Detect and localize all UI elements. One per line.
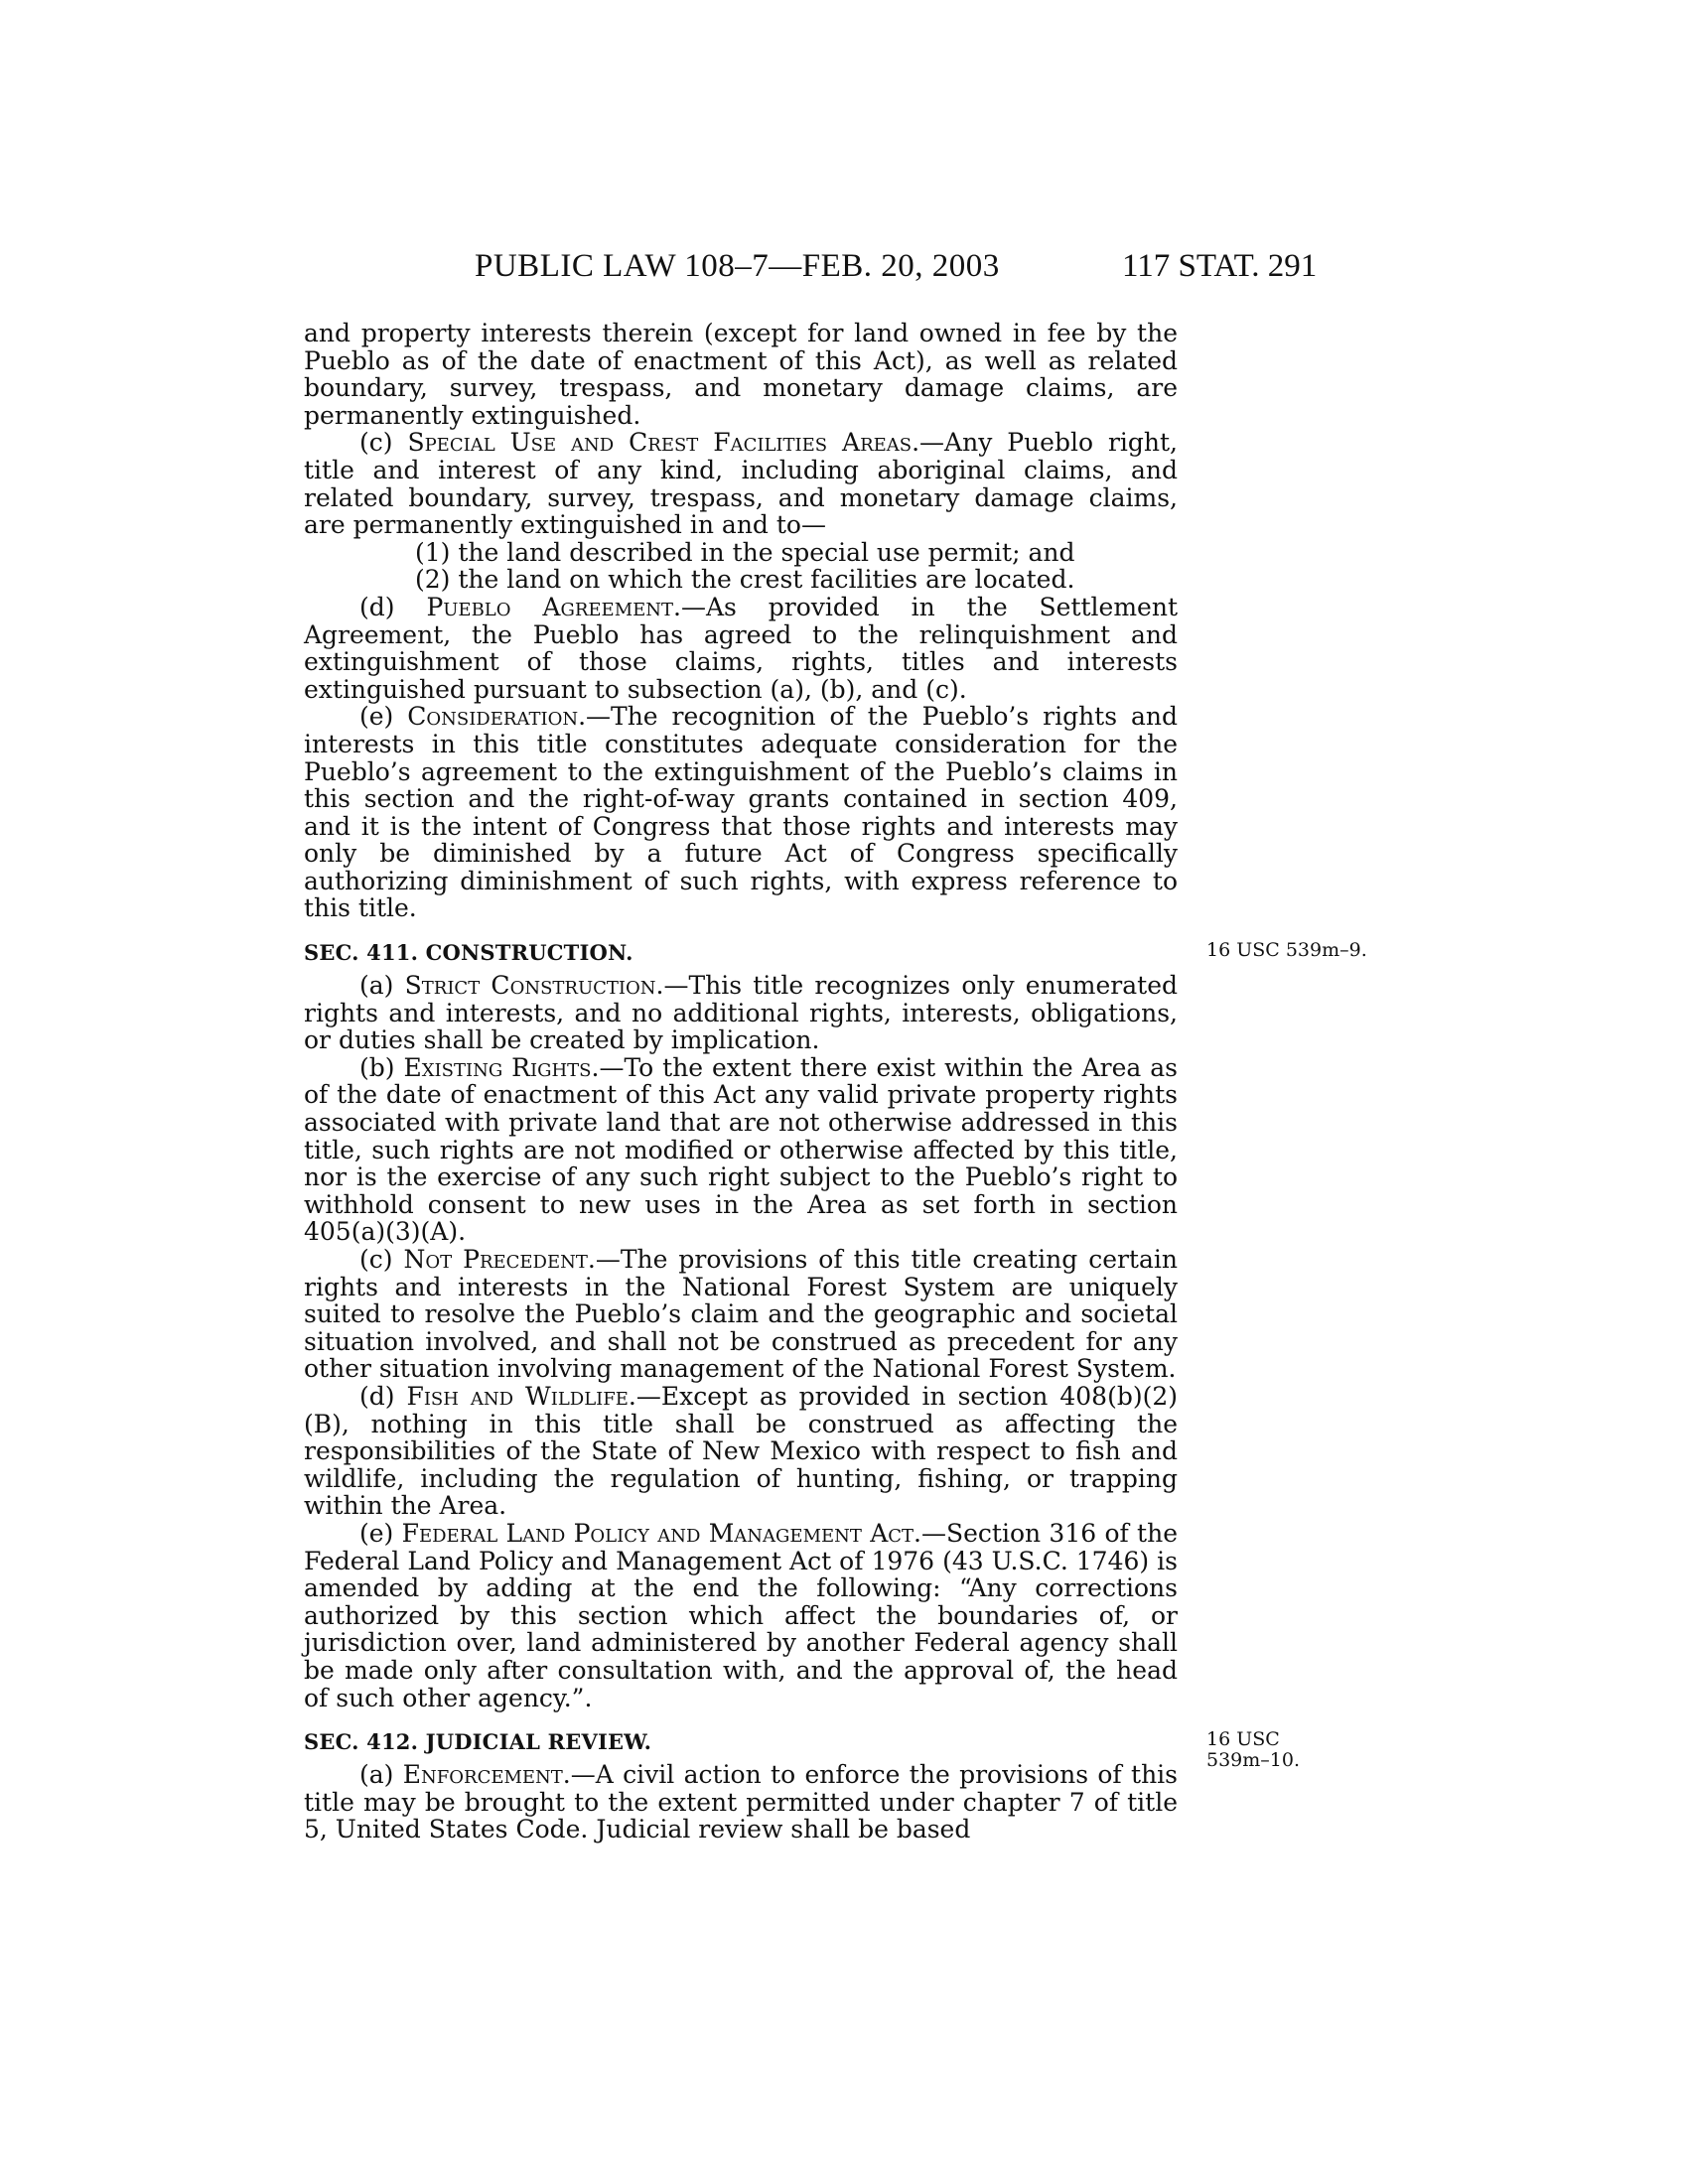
sec411-subsection-c: (c) Not Precedent.—The provisions of this title creating certain rights and interests in the National Forest System are uniquely suited to resolve the Pueblo’s claim and the geographic and societal situation involved, and shall not be construed as precedent for any other situation involving management of the National Forest System.	[304, 1245, 1178, 1384]
sec411-subsection-e: (e) Federal Land Policy and Management Act.—Section 316 of the Federal Land Policy and Management Act of 1976 (43 U.S.C. 1746) is amended by adding at the end the following: “Any corrections authorized by this section which affect the boundaries of, or jurisdiction over, land administered by another Federal agency shall be made only after consultation with, and the approval of, the head of such other agency.”.	[304, 1518, 1179, 1712]
subsection-d: (d) Pueblo Agreement.—As provided in the Settlement Agreement, the Pueblo has agreed to the relinquishment and extinguishment of those claims, rights, titles and interests extinguished pursuant to subsection (a), (b), and (c).	[304, 592, 1178, 704]
margin-citation-411: 16 USC 539m–9.	[1206, 939, 1367, 962]
section-412-heading: SEC. 412. JUDICIAL REVIEW. 16 USC 539m–10.	[304, 1728, 1178, 1755]
subsection-e: (e) Consideration.—The recognition of the Pueblo’s rights and interests in this title constitutes adequate consideration for the Pueblo’s agreement to the extinguishment of the Pueblo’s claims in this section and the right-of-way grants contained in section 409, and it is the intent of Congress that those rights and interests may only be diminished by a future Act of Congress specifically authorizing diminishment of such rights, with express reference to this title.	[304, 702, 1178, 923]
sec411-subsection-a: (a) Strict Construction.—This title recognizes only enumerated rights and interests, and no additional rights, interests, obligations, or duties shall be created by implication.	[304, 971, 1179, 1055]
sec412-subsection-a: (a) Enforcement.—A civil action to enforce the provisions of this title may be brought to the extent permitted under chapter 7 of title 5, United States Code. Judicial review shall be based	[304, 1760, 1178, 1844]
paragraph-c-1: (1) the land described in the special use permit; and	[415, 537, 1075, 567]
running-header-stat-page: 117 STAT. 291	[1122, 248, 1318, 284]
subsection-heading: Not Precedent.	[403, 1245, 596, 1274]
subsection-heading: Pueblo Agreement.	[426, 592, 681, 621]
sec411-subsection-b: (b) Existing Rights.—To the extent there exist within the Area as of the date of enactment of this Act any valid private property rights associated with private land that are not otherwise addressed in this title, such rights are not modified or otherwise affected by this title, nor is the exercise of any such right subject to the Pueblo’s right to withhold consent to new uses in the Area as set forth in section 405(a)(3)(A).	[304, 1052, 1178, 1247]
subsection-c: (c) Special Use and Crest Facilities Areas.—Any Pueblo right, title and interest of any kind, including aboriginal claims, and related boundary, survey, trespass, and monetary damage claims, are permanently extinguished in and to—	[304, 428, 1178, 540]
paragraph-c-2: (2) the land on which the crest facilities are located.	[415, 565, 1075, 595]
subsection-heading: Enforcement.	[402, 1760, 571, 1790]
document-body	[304, 319, 1367, 1844]
sec411-subsection-d: (d) Fish and Wildlife.—Except as provided in section 408(b)(2)(B), nothing in this title shall be construed as affecting the responsibilities of the State of New Mexico with respect to fish and wildlife, including the regulation of hunting, fishing, or trapping within the Area.	[304, 1381, 1178, 1521]
running-header-title: PUBLIC LAW 108–7—FEB. 20, 2003	[475, 248, 1000, 284]
continued-paragraph: and property interests therein (except for land owned in fee by the Pueblo as of the date of enactment of this Act), as well as related boundary, survey, trespass, and monetary damage claims, are permanently extinguished.	[304, 319, 1178, 430]
subsection-heading: Special Use and Crest Facilities Areas.	[407, 428, 920, 458]
subsection-heading: Strict Construction.	[404, 971, 664, 1001]
subsection-heading: Existing Rights.	[403, 1052, 600, 1082]
subsection-heading: Consideration.	[407, 702, 587, 732]
section-411-heading: SEC. 411. CONSTRUCTION. 16 USC 539m–9.	[304, 939, 1178, 966]
subsection-heading: Fish and Wildlife.	[406, 1381, 636, 1411]
margin-citation-412: 16 USC 539m–10.	[1206, 1728, 1300, 1772]
subsection-heading: Federal Land Policy and Management Act.	[401, 1518, 921, 1548]
